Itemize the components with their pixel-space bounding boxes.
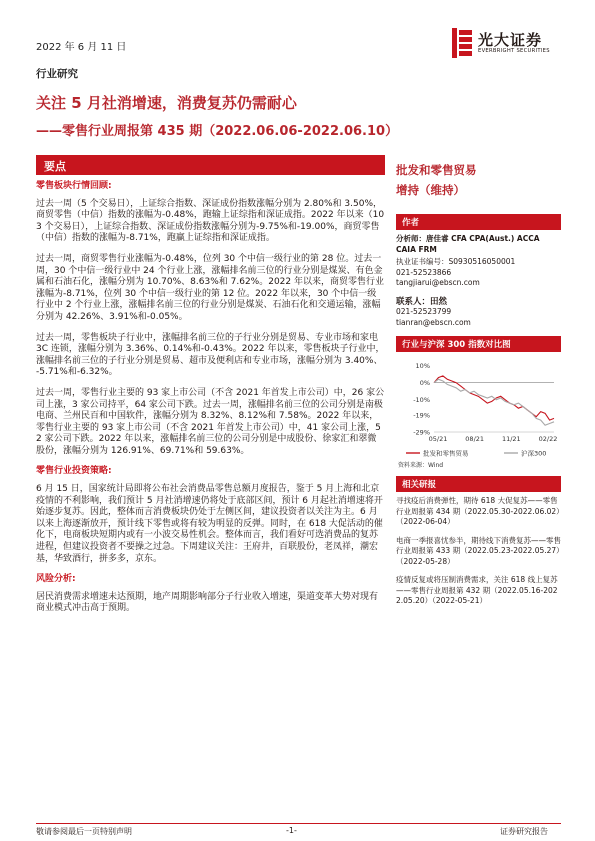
- section-heading: 零售行业投资策略:: [36, 466, 112, 477]
- comparison-chart: [396, 352, 561, 470]
- page-number: -1-: [286, 826, 297, 835]
- related-report-item[interactable]: 疫情反复或将压制消费需求，关注 618 线上复苏——零售行业周报第 432 期（2022.05.16-2022.05.20）（2022-05-21）: [396, 575, 558, 605]
- y-tick-label: -10%: [413, 396, 430, 405]
- paragraph: 过去一周，零售板块子行业中，涨幅排名前三位的子行业分别是贸易、专业市场和家电 3C 连锁，涨幅分别为 3.36%、0.14%和-0.43%。2022 年以来，零售板块子行业中，涨幅排名前三位的子行业分别是贸易、超市及便利店和专业市场，涨幅分别为 3.40%、-5.71%和-6.32%。: [36, 332, 385, 378]
- company-logo: [452, 26, 562, 62]
- footer-divider: [36, 823, 561, 824]
- analyst-email[interactable]: tangjiarui@ebscn.com: [396, 278, 480, 287]
- rating: 增持（维持）: [396, 183, 465, 197]
- report-subtitle: ——零售行业周报第 435 期（2022.06.06-2022.06.10）: [36, 124, 399, 139]
- legend-label: 批发和零售贸易: [423, 449, 469, 458]
- x-tick-label: 11/21: [501, 435, 521, 443]
- report-date: 2022 年 6 月 11 日: [36, 42, 127, 53]
- x-tick-label: 08/21: [465, 435, 485, 443]
- summary-bar: [36, 155, 385, 175]
- chart-bar: 行业与沪深 300 指数对比图: [396, 336, 561, 352]
- section-risk-analysis: [36, 574, 385, 615]
- summary-label: 要点: [44, 160, 66, 173]
- analyst-name: 分析师：唐佳睿 CFA CPA(Aust.) ACCA CAIA FRM: [396, 234, 540, 254]
- paragraph: 过去一周，商贸零售行业涨幅为-0.48%，位列 30 个中信一级行业的第 28 位。过去一周，30 个中信一级行业中 24 个行业上涨，涨幅排名前三位的行业分别是煤炭、有色金属和石油石化，涨幅分别为 10.70%、8.63%和 7.62%。2022 年以来，商贸零售行业涨幅为-8.71%，位列 30 个中信一级行业的第 12 位。2022 年以来，30 个中信一级行业中 2 个行业上涨，涨幅排名前三位的行业分别是煤炭、石油石化和交通运输，涨幅分别为 42.26%、3.91%和-0.05%。: [36, 253, 384, 322]
- contact-email[interactable]: tianran@ebscn.com: [396, 317, 471, 327]
- analyst-phone: 021-52523866: [396, 267, 452, 277]
- license-number: 执业证书编号：S0930516050001: [396, 257, 516, 266]
- x-tick-label: 05/21: [428, 435, 448, 443]
- main-content: [36, 181, 385, 624]
- section-heading: 风险分析:: [36, 574, 76, 585]
- chart-svg: [396, 352, 561, 470]
- author-block: [396, 234, 561, 328]
- series-line-hs300: [434, 379, 554, 425]
- logo-mark-icon: [452, 28, 474, 58]
- section-investment-strategy: [36, 466, 385, 565]
- paragraph: 过去一周，零售行业主要的 93 家上市公司（不含 2021 年首发上市公司）中，26 家公司上涨，3 家公司持平，64 家公司下跌。过去一周，涨幅排名前三位的公司分别是南极电商、兰州民百和中国软件，涨幅分别为 8.32%、8.12%和 7.58%。2022 年以来，零售行业主要的 93 家上市公司（不含 2021 年首发上市公司）中，41 家公司上涨，52 家公司下跌。2022 年以来，涨幅排名前三位的公司分别是中成股份、徐家汇和翠微股份，涨幅分别为 126.91%、69.71%和 59.63%。: [36, 387, 385, 456]
- related-report-item[interactable]: 电商一季报喜忧参半，期待线下消费复苏——零售行业周报第 433 期（2022.05.23-2022.05.27）（2022-05-28）: [396, 535, 561, 566]
- related-bar: 相关研报: [396, 476, 561, 492]
- sidebar: [396, 160, 561, 615]
- footer-disclaimer: 敬请参阅最后一页特别声明: [36, 827, 132, 836]
- paragraph: 居民消费需求增速未达预期，地产周期影响部分子行业收入增速，渠道变革大势对现有商业模式冲击高于预期。: [36, 591, 379, 614]
- y-tick-label: 10%: [415, 362, 430, 371]
- industry-name: 批发和零售贸易: [396, 163, 477, 177]
- footer-report-type: 证券研究报告: [500, 827, 548, 836]
- paragraph: 过去一周（5 个交易日），上证综合指数、深证成份指数涨幅分别为 2.80%和 3.50%，商贸零售（中信）指数的涨幅为-0.48%，跑输上证综指和深证成指。2022 年以来（103 个交易日），上证综合指数、深证成份指数涨幅分别为-9.75%和-19.00%，商贸零售（中信）指数的涨幅为-8.71%，跑赢上证综指和深证成指。: [36, 198, 385, 244]
- related-list: [396, 496, 561, 607]
- logo-text-cn: 光大证券: [478, 31, 543, 49]
- logo-text-en: EVERBRIGHT SECURITIES: [478, 48, 550, 54]
- report-category: 行业研究: [36, 68, 78, 80]
- related-report-item[interactable]: 寻找疫后消费弹性，期待 618 大促复苏——零售行业周报第 434 期（2022.05.30-2022.06.02）（2022-06-04）: [396, 496, 560, 526]
- report-title: 关注 5 月社消增速，消费复苏仍需耐心: [36, 94, 297, 112]
- y-tick-label: -19%: [413, 411, 430, 420]
- x-tick-label: 02/22: [538, 435, 558, 443]
- chart-source: 资料来源：Wind: [398, 462, 444, 469]
- contact-phone: 021-52523799: [396, 307, 452, 316]
- y-tick-label: -29%: [413, 428, 430, 437]
- section-market-review: [36, 181, 385, 457]
- legend-label: 沪深300: [521, 449, 547, 458]
- contact-name: 联系人：田然: [396, 296, 448, 307]
- section-heading: 零售板块行情回顾:: [36, 181, 112, 191]
- y-tick-label: 0%: [419, 379, 430, 388]
- author-bar: 作者: [396, 214, 561, 230]
- paragraph: 6 月 15 日，国家统计局即将公布社会消费品零售总额月度报告，鉴于 5 月上海和北京疫情的不利影响，我们预计 5 月社消增速仍将处于底部区间，预计 6 月起社消增速将开始逐步复苏。因此，整体而言消费板块仍处于左侧区间，建议投资者以关注为主。6 月以来上海逐渐放开，预计线下零售或将有较为明显的反弹。同时，在 618 大促活动的催化下，电商板块短期内或有一小波交易性机会。整体而言，我们看好可选消费品的复苏进程，但建议投资者不要操之过急。下周建议关注：王府井，百联股份，老凤祥，潮宏基，华致酒行，拼多多，京东。: [36, 484, 383, 564]
